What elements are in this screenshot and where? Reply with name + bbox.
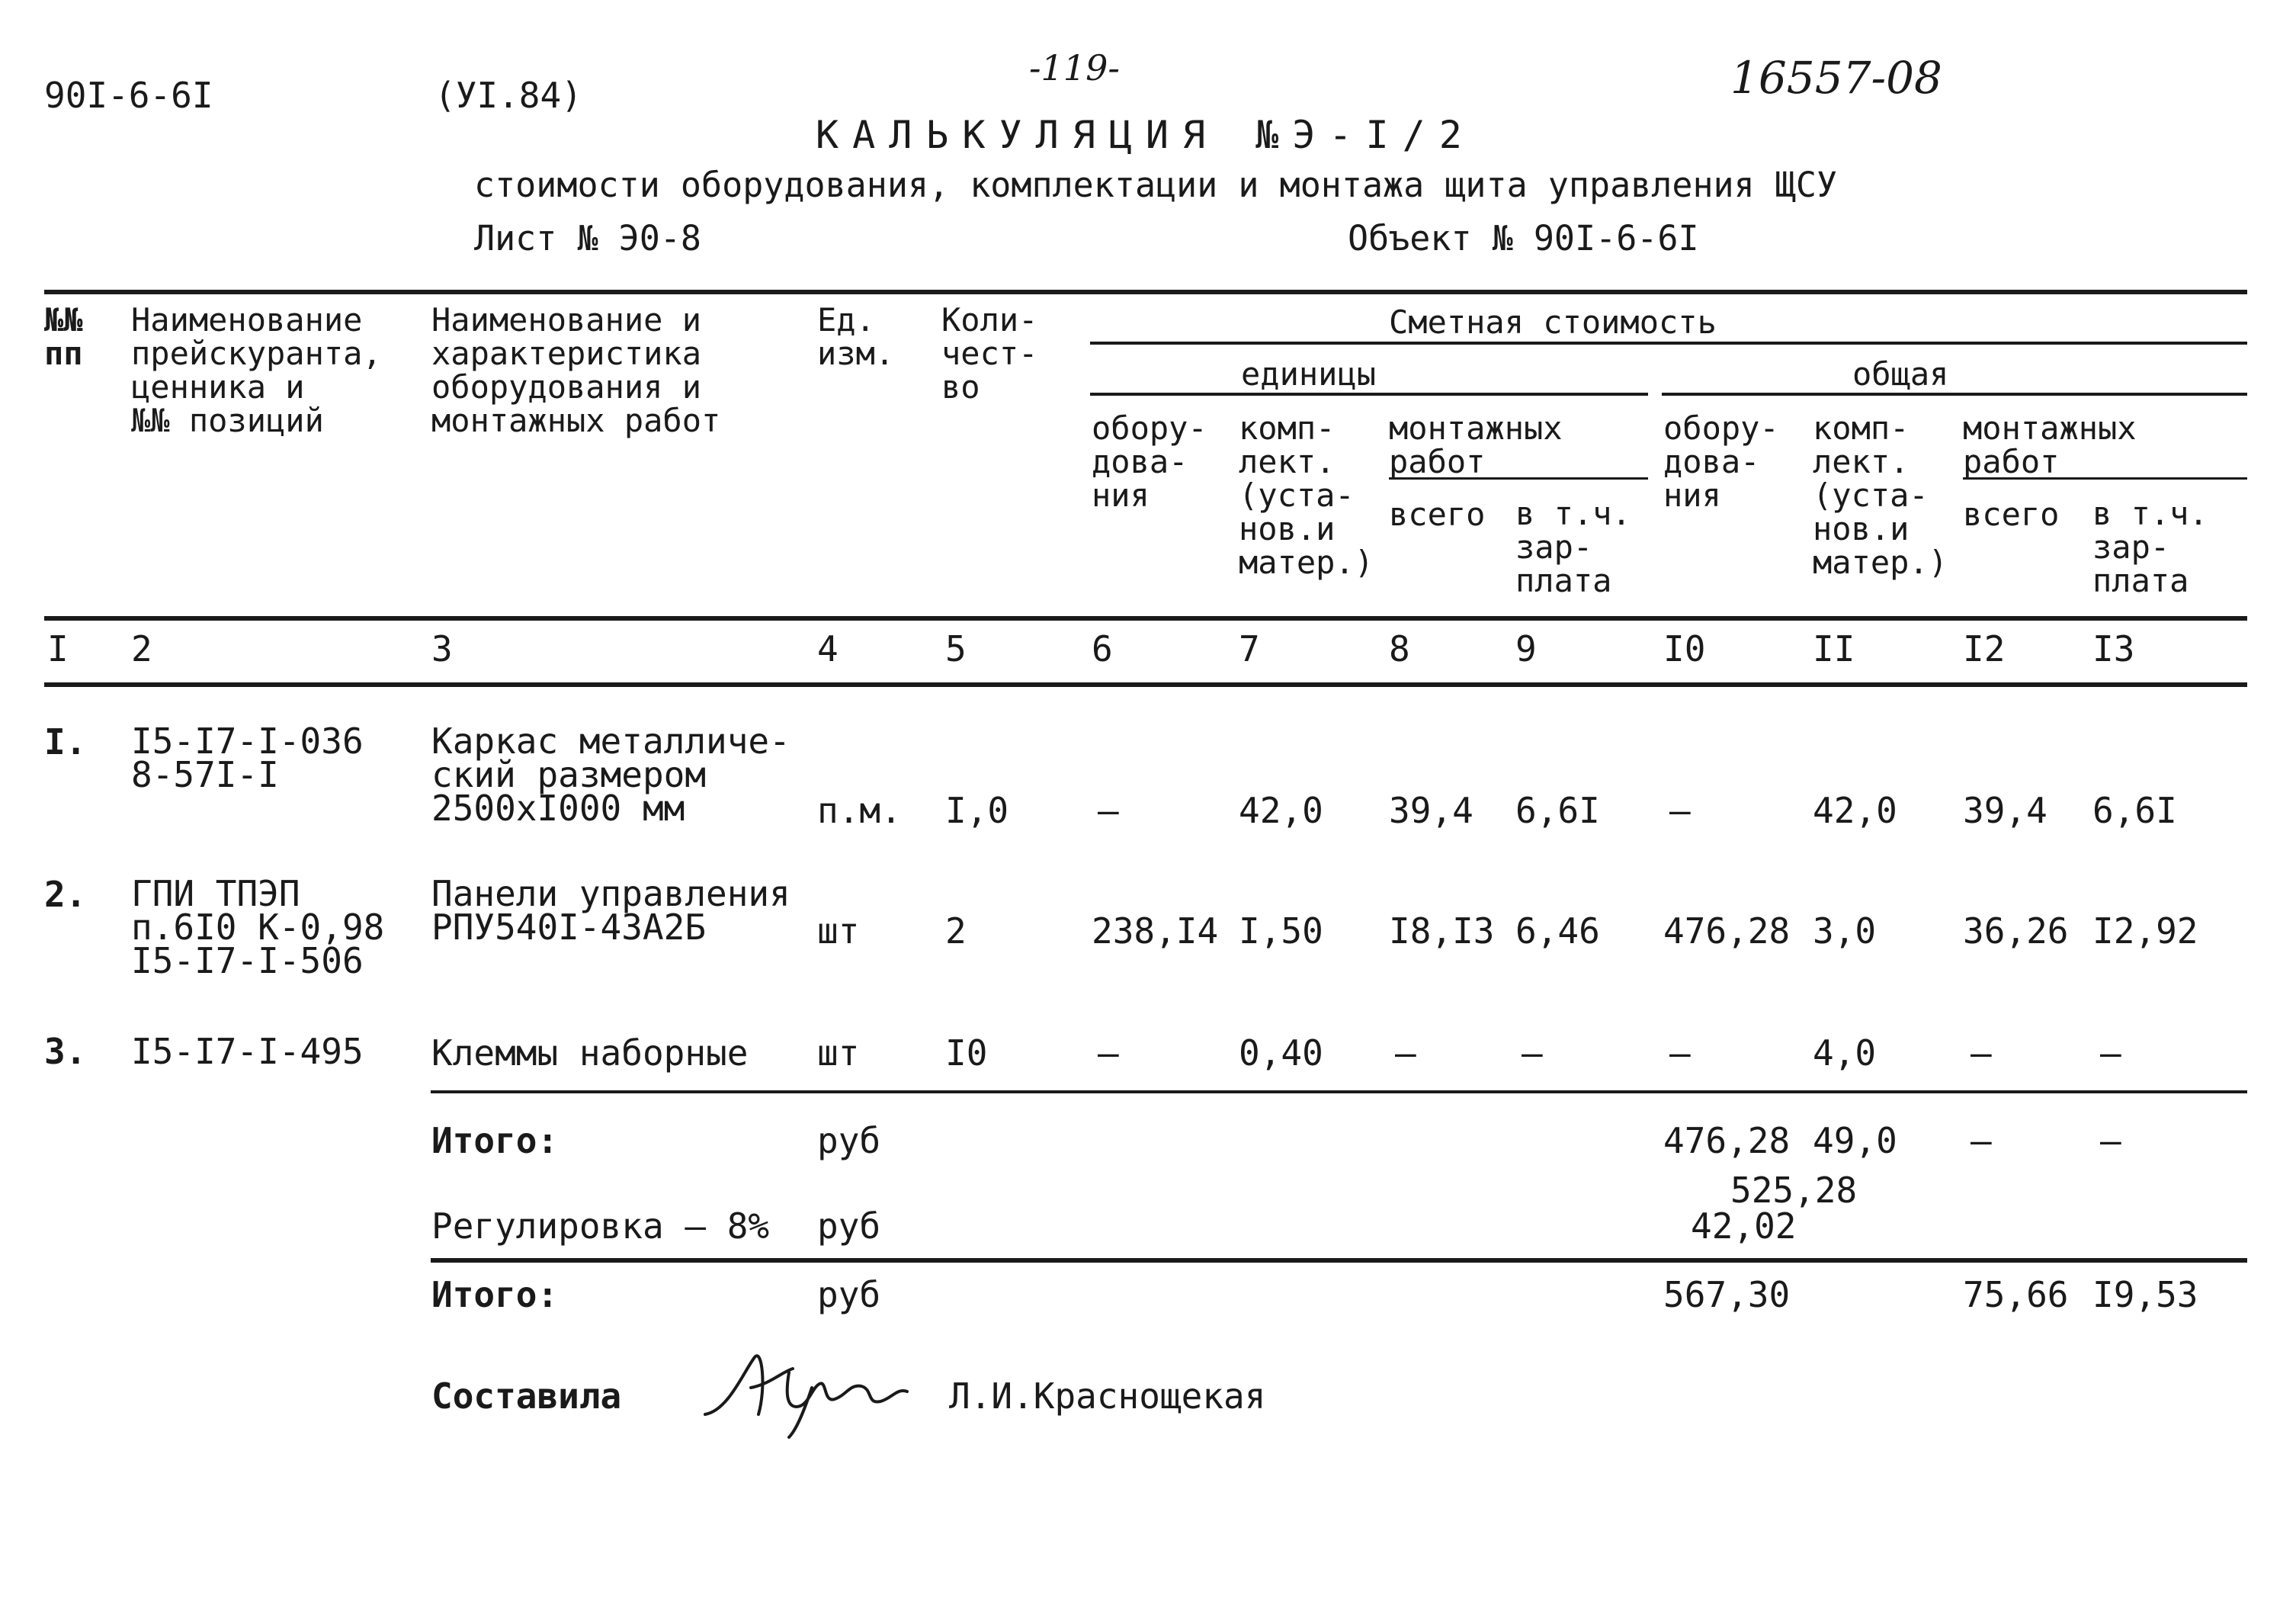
estimate-rule xyxy=(1090,342,2247,345)
row-total-complect: 4,0 xyxy=(1813,1032,1877,1074)
column-number: 3 xyxy=(431,628,453,669)
column-header-total-mount-wage: в т.ч. зар- плата xyxy=(2092,495,2208,599)
adjustment-label: Регулировка – 8% xyxy=(431,1205,770,1247)
subtotal-combined-sum: 525,28 xyxy=(1730,1170,1858,1211)
column-header-total-mount: монтажных работ xyxy=(1963,409,2137,480)
column-header-unit-mount-wage: в т.ч. зар- плата xyxy=(1515,495,1631,599)
page-number: -119- xyxy=(1029,47,1120,88)
document-code: 90I-6-6I xyxy=(44,75,213,116)
row-number: I. xyxy=(44,721,87,762)
total-total-mount-all: 75,66 xyxy=(1963,1274,2069,1315)
row-unit-mount-all: I8,I3 xyxy=(1389,910,1495,952)
row-description: Каркас металличе- ский размером 2500хI000 мм xyxy=(431,721,790,829)
table-top-rule xyxy=(44,290,2247,294)
column-header-unit-group: единицы xyxy=(1241,355,1377,393)
subtotal-label: Итого: xyxy=(431,1120,559,1161)
column-header-total-mount-all: всего xyxy=(1963,496,2060,533)
row-quantity: I,0 xyxy=(945,790,1009,831)
row-total-mount-wage: 6,6I xyxy=(2092,790,2177,831)
column-header-unit-complect: комп- лект. (уста- нов.и матер.) xyxy=(1239,409,1374,581)
sheet-number: Лист № Э0-8 xyxy=(474,218,702,258)
row-unit-mount-wage: 6,46 xyxy=(1515,910,1600,952)
column-header-number: №№ пп xyxy=(44,301,83,372)
row-pricelist-ref: I5-I7-I-495 xyxy=(131,1031,364,1072)
total-total-mount-wage: I9,53 xyxy=(2092,1274,2198,1315)
row-unit-equipment: – xyxy=(1098,1032,1119,1074)
subtotal-total-equipment: 476,28 xyxy=(1663,1120,1791,1161)
row-unit-mount-wage: 6,6I xyxy=(1515,790,1600,831)
row-unit-equipment: – xyxy=(1098,790,1119,831)
column-number: 5 xyxy=(945,628,967,669)
row-quantity: I0 xyxy=(945,1032,988,1074)
document-subtitle: стоимости оборудования, комплектации и монтажа щита управления ЩСУ xyxy=(474,165,1838,205)
total-total-equipment: 567,30 xyxy=(1663,1274,1791,1315)
row-total-complect: 3,0 xyxy=(1813,910,1877,952)
total-label: Итого: xyxy=(431,1274,559,1315)
row-number: 3. xyxy=(44,1031,87,1072)
row-unit-mount-all: – xyxy=(1395,1032,1416,1074)
row-total-mount-all: – xyxy=(1971,1032,1992,1074)
object-number: Объект № 90I-6-6I xyxy=(1348,218,1699,258)
column-number: I xyxy=(47,628,69,669)
column-header-pricelist: Наименование прейскуранта, ценника и №№ позиций xyxy=(131,301,382,439)
row-total-equipment: – xyxy=(1669,790,1691,831)
column-number: 9 xyxy=(1515,628,1537,669)
edition-code: (УI.84) xyxy=(435,75,582,116)
header-bottom-rule xyxy=(44,616,2247,621)
column-number: II xyxy=(1813,628,1855,669)
adjustment-unit: руб xyxy=(817,1205,881,1247)
row-unit: п.м. xyxy=(817,790,902,831)
row-unit: шт xyxy=(817,910,860,952)
row-unit-complect: I,50 xyxy=(1239,910,1323,952)
row-number: 2. xyxy=(44,874,87,915)
total-rule xyxy=(431,1258,2247,1263)
document-title: КАЛЬКУЛЯЦИЯ №Э-I/2 xyxy=(816,113,1476,157)
row-total-mount-wage: – xyxy=(2100,1032,2121,1074)
row-unit-mount-wage: – xyxy=(1522,1032,1543,1074)
column-number: 6 xyxy=(1092,628,1113,669)
column-header-total-group: общая xyxy=(1852,355,1949,393)
unit-group-rule xyxy=(1090,393,1648,396)
column-numbers-rule xyxy=(44,682,2247,687)
column-number: 7 xyxy=(1239,628,1260,669)
column-header-description: Наименование и характеристика оборудования и монтажных работ xyxy=(431,301,721,439)
total-group-rule xyxy=(1662,393,2247,396)
subtotal-rule xyxy=(431,1090,2247,1093)
adjustment-total-equipment: 42,02 xyxy=(1691,1205,1797,1247)
subtotal-total-complect: 49,0 xyxy=(1813,1120,1897,1161)
subtotal-unit: руб xyxy=(817,1120,881,1161)
column-header-unit-mount-all: всего xyxy=(1389,496,1486,533)
row-unit-complect: 42,0 xyxy=(1239,790,1323,831)
column-header-total-equipment: обору- дова- ния xyxy=(1663,409,1779,514)
column-header-unit-equipment: обору- дова- ния xyxy=(1092,409,1207,514)
row-unit-equipment: 238,I4 xyxy=(1092,910,1219,952)
total-unit: руб xyxy=(817,1274,881,1315)
compiler-name: Л.И.Краснощекая xyxy=(949,1375,1266,1417)
row-description: Клеммы наборные xyxy=(431,1032,749,1074)
row-unit-complect: 0,40 xyxy=(1239,1032,1323,1074)
column-header-quantity: Коли- чест- во xyxy=(941,301,1038,406)
row-total-mount-all: 39,4 xyxy=(1963,790,2047,831)
subtotal-total-mount-wage: – xyxy=(2100,1120,2121,1161)
column-header-estimate: Сметная стоимость xyxy=(1389,303,1717,341)
row-description: Панели управления РПУ540I-43А2Б xyxy=(431,873,790,948)
row-total-mount-wage: I2,92 xyxy=(2092,910,2198,952)
row-total-equipment: – xyxy=(1669,1032,1691,1074)
column-number: 8 xyxy=(1389,628,1410,669)
subtotal-total-mount-all: – xyxy=(1971,1120,1992,1161)
column-number: 4 xyxy=(817,628,839,669)
archive-number: 16557-08 xyxy=(1730,52,1942,104)
row-quantity: 2 xyxy=(945,910,967,952)
row-pricelist-ref: ГПИ ТПЭП п.6I0 К-0,98 I5-I7-I-506 xyxy=(131,873,385,981)
row-total-mount-all: 36,26 xyxy=(1963,910,2069,952)
column-number: 2 xyxy=(131,628,152,669)
row-total-equipment: 476,28 xyxy=(1663,910,1791,952)
column-number: I0 xyxy=(1663,628,1706,669)
column-number: I2 xyxy=(1963,628,2006,669)
row-pricelist-ref: I5-I7-I-036 8-57I-I xyxy=(131,721,364,795)
signature xyxy=(697,1342,926,1441)
row-unit-mount-all: 39,4 xyxy=(1389,790,1473,831)
compiled-by-label: Составила xyxy=(431,1375,622,1417)
column-header-unit-mount: монтажных работ xyxy=(1389,409,1563,480)
column-header-total-complect: комп- лект. (уста- нов.и матер.) xyxy=(1813,409,1948,581)
column-header-unit: Ед. изм. xyxy=(817,301,895,372)
row-total-complect: 42,0 xyxy=(1813,790,1897,831)
column-number: I3 xyxy=(2092,628,2135,669)
row-unit: шт xyxy=(817,1032,860,1074)
